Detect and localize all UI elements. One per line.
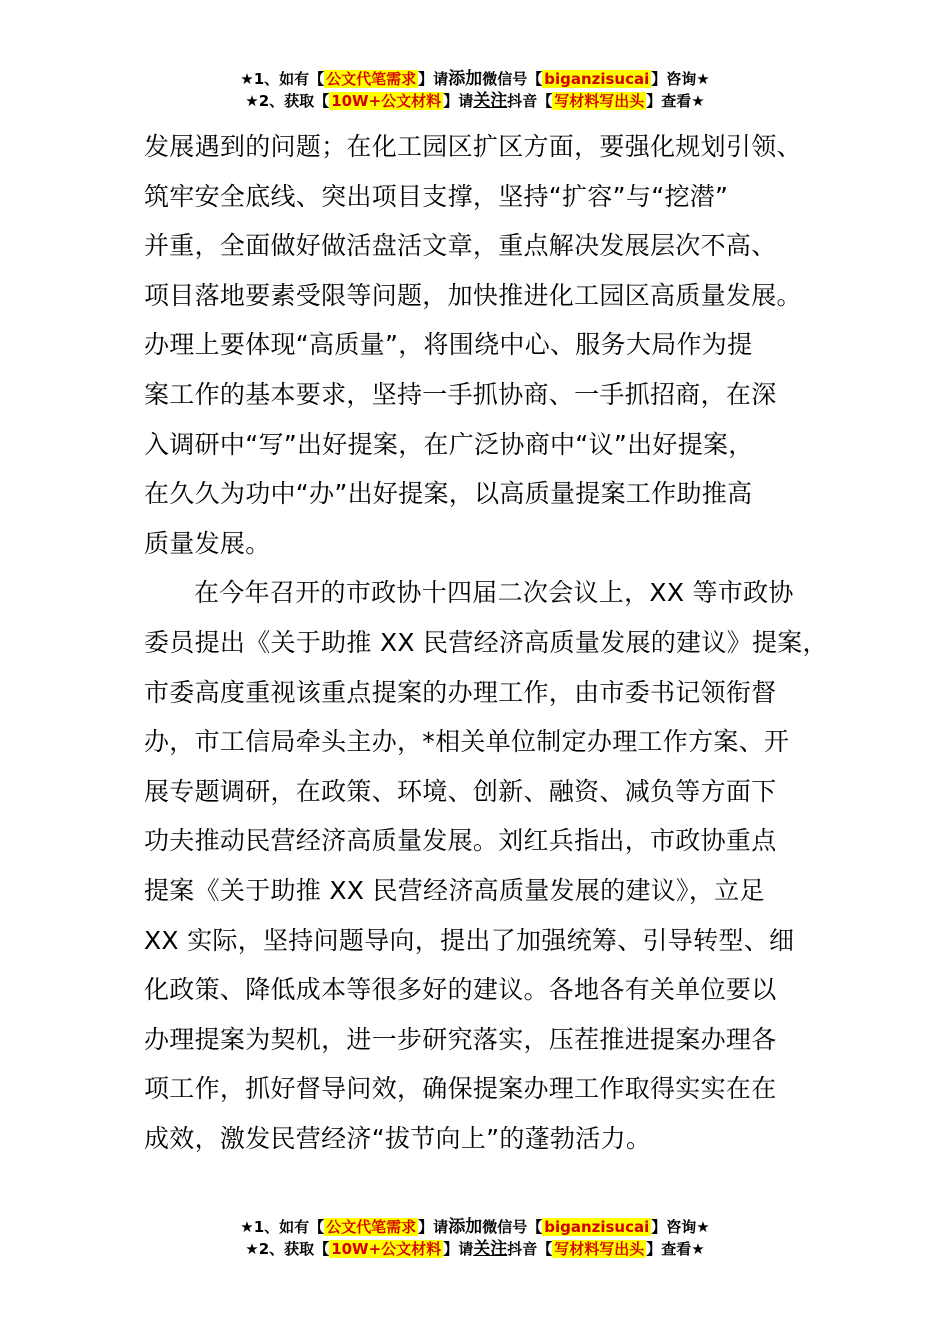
body-line: 办理上要体现“高质量”，将围绕中心、服务大局作为提: [144, 330, 753, 360]
banner-text: ★1、如有【: [240, 1218, 325, 1236]
body-line: 入调研中“写”出好提案，在广泛协商中“议”出好提案，: [144, 429, 754, 459]
banner-emphasis: 添加: [448, 69, 483, 89]
banner-highlight: 公文代笔需求: [326, 1218, 417, 1236]
banner-line-1: [0, 1216, 950, 1238]
banner-text: 】请: [418, 1218, 449, 1236]
body-line: 案工作的基本要求，坚持一手抓协商、一手抓招商，在深: [144, 379, 777, 409]
footer-banner: [0, 1216, 950, 1260]
banner-line-2: [0, 90, 950, 112]
banner-line-1: [0, 68, 950, 90]
banner-text: 抖音【: [507, 92, 553, 110]
banner-text: ★2、获取【: [245, 92, 330, 110]
body-line: 项工作，抓好督导问效，确保提案办理工作取得实实在在: [144, 1074, 777, 1104]
banner-line-2: [0, 1238, 950, 1260]
banner-emphasis: 添加: [448, 1217, 483, 1237]
body-line: 办理提案为契机，进一步研究落实，压茬推进提案办理各: [144, 1024, 777, 1054]
body-line: 成效，激发民营经济“拔节向上”的蓬勃活力。: [144, 1123, 652, 1153]
banner-text: 抖音【: [507, 1240, 553, 1258]
body-line: 质量发展。: [144, 528, 271, 558]
banner-text: 】咨询★: [651, 1218, 710, 1236]
body-line: 办，市工信局牵头主办，*相关单位制定办理工作方案、开: [144, 727, 790, 757]
body-line: 委员提出《关于助推 XX 民营经济高质量发展的建议》提案，: [144, 627, 828, 657]
banner-douyin-account: 写材料写出头: [554, 92, 645, 110]
banner-text: 】请: [443, 1240, 474, 1258]
banner-text: 微信号【: [482, 70, 543, 88]
body-line: 提案《关于助推 XX 民营经济高质量发展的建议》，立足: [144, 875, 765, 905]
banner-text: 微信号【: [482, 1218, 543, 1236]
banner-text: 】查看★: [646, 1240, 705, 1258]
banner-text: ★1、如有【: [240, 70, 325, 88]
paragraph-start-line: 在今年召开的市政协十四届二次会议上，XX 等市政协: [194, 578, 794, 608]
banner-wechat-id: biganzisucai: [544, 1218, 650, 1236]
banner-text: ★2、获取【: [245, 1240, 330, 1258]
body-line: 项目落地要素受限等问题，加快推进化工园区高质量发展。: [144, 280, 802, 310]
banner-emphasis: 关注: [473, 91, 508, 111]
banner-text: 】查看★: [646, 92, 705, 110]
banner-text: 】咨询★: [651, 70, 710, 88]
banner-emphasis: 关注: [473, 1239, 508, 1259]
header-banner: [0, 68, 950, 112]
banner-highlight: 10W+公文材料: [331, 1240, 442, 1258]
body-line: 展专题调研，在政策、环境、创新、融资、减负等方面下: [144, 776, 777, 806]
banner-text: 】请: [443, 92, 474, 110]
banner-wechat-id: biganzisucai: [544, 70, 650, 88]
banner-douyin-account: 写材料写出头: [554, 1240, 645, 1258]
body-line: XX 实际，坚持问题导向，提出了加强统筹、引导转型、细: [144, 925, 795, 955]
banner-text: 】请: [418, 70, 449, 88]
body-line: 发展遇到的问题；在化工园区扩区方面，要强化规划引领、: [144, 132, 802, 161]
body-line: 市委高度重视该重点提案的办理工作，由市委书记领衔督: [144, 677, 777, 707]
body-line: 并重，全面做好做活盘活文章，重点解决发展层次不高、: [144, 231, 777, 261]
body-line: 在久久为功中“办”出好提案，以高质量提案工作助推高: [144, 479, 753, 509]
body-line: 筑牢安全底线、突出项目支撑，坚持“扩容”与“挖潜”: [144, 181, 729, 211]
body-line: 功夫推动民营经济高质量发展。刘红兵指出，市政协重点: [144, 826, 777, 856]
banner-highlight: 10W+公文材料: [331, 92, 442, 110]
banner-highlight: 公文代笔需求: [326, 70, 417, 88]
body-line: 化政策、降低成本等很多好的建议。各地各有关单位要以: [144, 975, 777, 1005]
document-body: [144, 122, 834, 1163]
